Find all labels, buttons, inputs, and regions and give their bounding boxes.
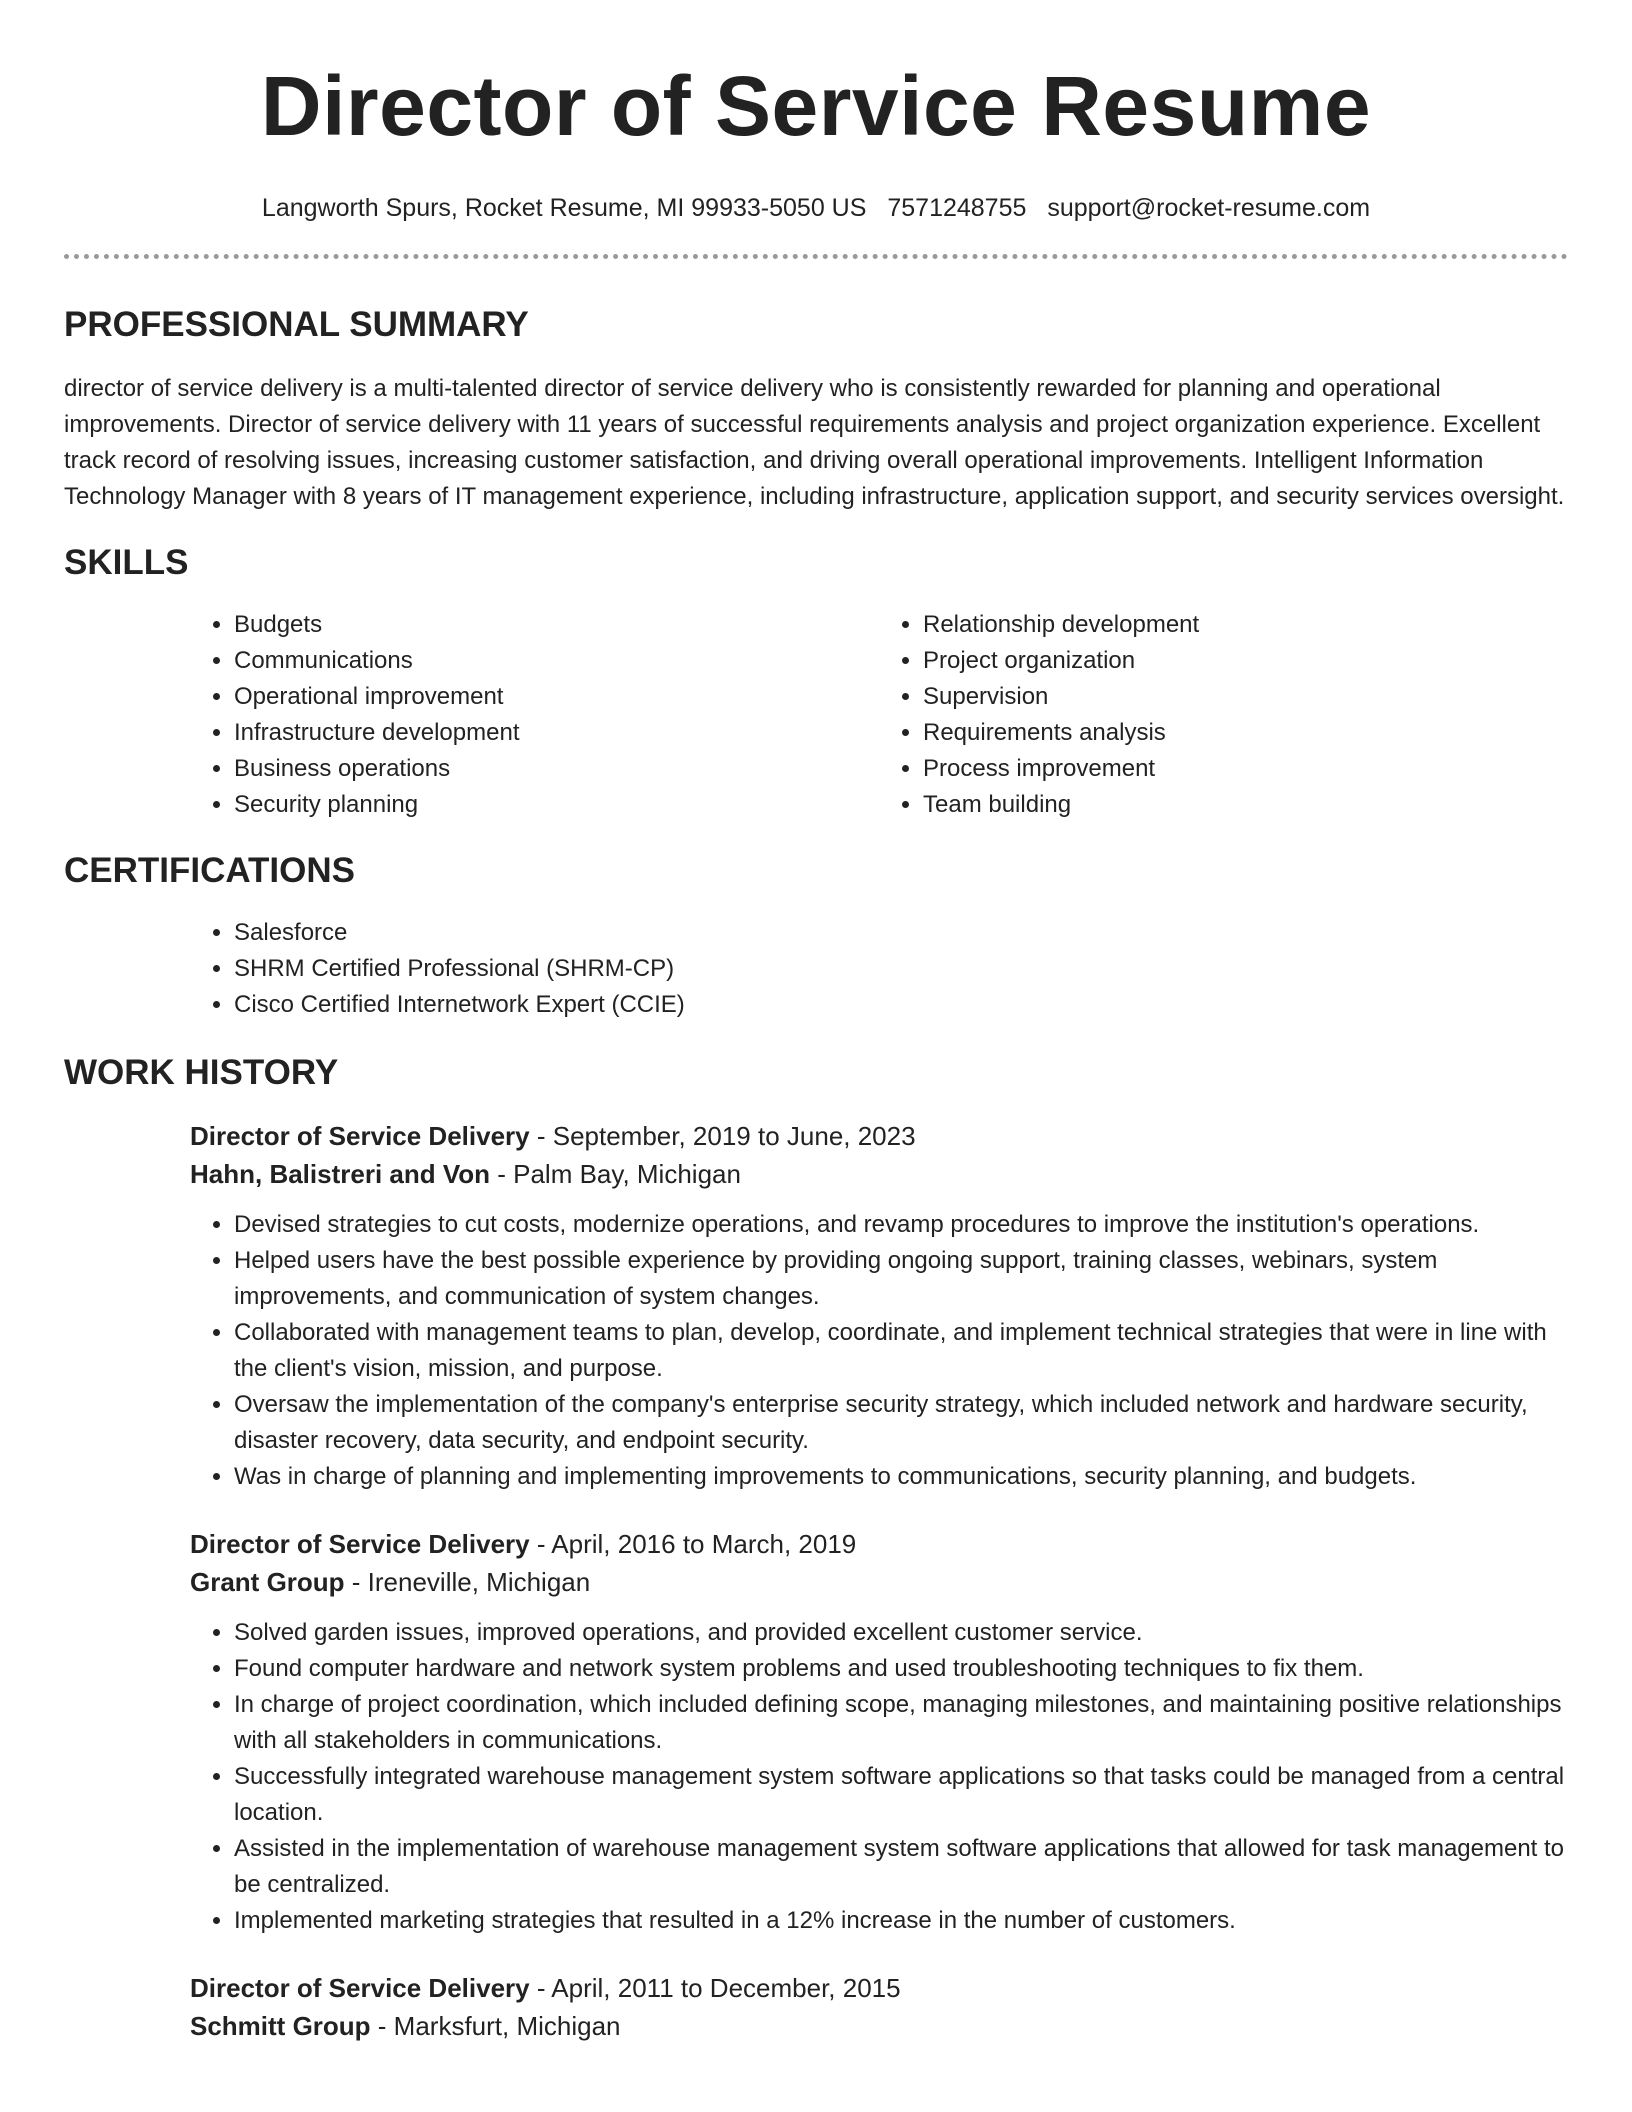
- job-title: Director of Service Delivery: [190, 1529, 530, 1559]
- skills-column-left: [190, 607, 879, 823]
- summary-text: director of service delivery is a multi-talented director of service delivery who is consistently rewarded for planning and operational improvements. Director of service delivery with 11 years of successful requirements analysis and project organization experience. Excellent track record of resolving issues, increasing customer satisfaction, and driving overall operational improvements. Intelligent Information Technology Manager with 8 years of IT management experience, including infrastructure, application support, and security services oversight.: [64, 375, 1565, 510]
- certification-item: • Cisco Certified Internetwork Expert (CCIE): [234, 987, 1568, 1023]
- section-title-summary: PROFESSIONAL SUMMARY: [64, 305, 529, 344]
- resume-title: Director of Service Resume: [260, 59, 1372, 153]
- certification-item: • SHRM Certified Professional (SHRM-CP): [234, 951, 1568, 987]
- skills-list: [190, 607, 1568, 823]
- skill-item: • Business operations: [234, 751, 879, 787]
- skill-item: • Relationship development: [923, 607, 1568, 643]
- job-location: - Palm Bay, Michigan: [490, 1159, 741, 1189]
- job-company-line: [190, 1155, 1568, 1193]
- job-company: Schmitt Group: [190, 2011, 371, 2041]
- skill-item: • Budgets: [234, 607, 879, 643]
- job-bullet: • In charge of project coordination, which included defining scope, managing milestones, and maintaining positive relationships with all stakeholders in communications.: [234, 1687, 1568, 1759]
- job-bullet: • Was in charge of planning and implementing improvements to communications, security planning, and budgets.: [234, 1459, 1568, 1495]
- section-title-skills: SKILLS: [64, 543, 189, 582]
- job-bullet-list: [190, 1207, 1568, 1495]
- skills-column-right: [879, 607, 1568, 823]
- job-location: - Ireneville, Michigan: [344, 1567, 591, 1597]
- job-company: Hahn, Balistreri and Von: [190, 1159, 491, 1189]
- skill-item: • Project organization: [923, 643, 1568, 679]
- address: Langworth Spurs, Rocket Resume, MI 99933-5050 US: [261, 194, 867, 222]
- job-entry: [190, 1117, 1568, 1495]
- job-title-line: [190, 1525, 1568, 1563]
- skill-item: • Supervision: [923, 679, 1568, 715]
- job-entry: [190, 1969, 1568, 2045]
- section-title-work-history: WORK HISTORY: [64, 1053, 339, 1092]
- email: support@rocket-resume.com: [1047, 194, 1371, 222]
- job-bullet: • Devised strategies to cut costs, modernize operations, and revamp procedures to improve the institution's operations.: [234, 1207, 1568, 1243]
- job-bullet: • Assisted in the implementation of warehouse management system software applications that allowed for task management to be centralized.: [234, 1831, 1568, 1903]
- skill-item: • Requirements analysis: [923, 715, 1568, 751]
- job-bullet: • Found computer hardware and network system problems and used troubleshooting techniques to fix them.: [234, 1651, 1568, 1687]
- job-location: - Marksfurt, Michigan: [370, 2011, 621, 2041]
- job-company-line: [190, 2007, 1568, 2045]
- skill-item: • Operational improvement: [234, 679, 879, 715]
- skill-item: • Communications: [234, 643, 879, 679]
- skill-item: • Process improvement: [923, 751, 1568, 787]
- skill-item: • Team building: [923, 787, 1568, 823]
- job-title: Director of Service Delivery: [190, 1973, 530, 2003]
- certifications-list: [190, 915, 1568, 1023]
- job-bullet: • Successfully integrated warehouse management system software applications so that tasks could be managed from a central location.: [234, 1759, 1568, 1831]
- job-bullet: • Oversaw the implementation of the company's enterprise security strategy, which included network and hardware security, disaster recovery, data security, and endpoint security.: [234, 1387, 1568, 1459]
- dotted-divider: [64, 254, 1568, 259]
- job-title-line: [190, 1117, 1568, 1155]
- job-bullet: • Implemented marketing strategies that resulted in a 12% increase in the number of customers.: [234, 1903, 1568, 1939]
- phone: 7571248755: [887, 194, 1027, 222]
- job-dates: - April, 2016 to March, 2019: [529, 1529, 857, 1559]
- job-dates: - September, 2019 to June, 2023: [529, 1121, 916, 1151]
- job-title: Director of Service Delivery: [190, 1121, 530, 1151]
- job-company-line: [190, 1563, 1568, 1601]
- job-dates: - April, 2011 to December, 2015: [529, 1973, 901, 2003]
- job-bullet: • Collaborated with management teams to plan, develop, coordinate, and implement technical strategies that were in line with the client's vision, mission, and purpose.: [234, 1315, 1568, 1387]
- certification-item: • Salesforce: [234, 915, 1568, 951]
- skill-item: • Infrastructure development: [234, 715, 879, 751]
- job-company: Grant Group: [190, 1567, 345, 1597]
- job-bullet: • Solved garden issues, improved operations, and provided excellent customer service.: [234, 1615, 1568, 1651]
- job-title-line: [190, 1969, 1568, 2007]
- contact-line: [64, 192, 1568, 224]
- job-bullet-list: [190, 1615, 1568, 1939]
- skill-item: • Security planning: [234, 787, 879, 823]
- job-entry: [190, 1525, 1568, 1939]
- job-bullet: • Helped users have the best possible experience by providing ongoing support, training classes, webinars, system improvements, and communication of system changes.: [234, 1243, 1568, 1315]
- section-title-certifications: CERTIFICATIONS: [64, 851, 356, 890]
